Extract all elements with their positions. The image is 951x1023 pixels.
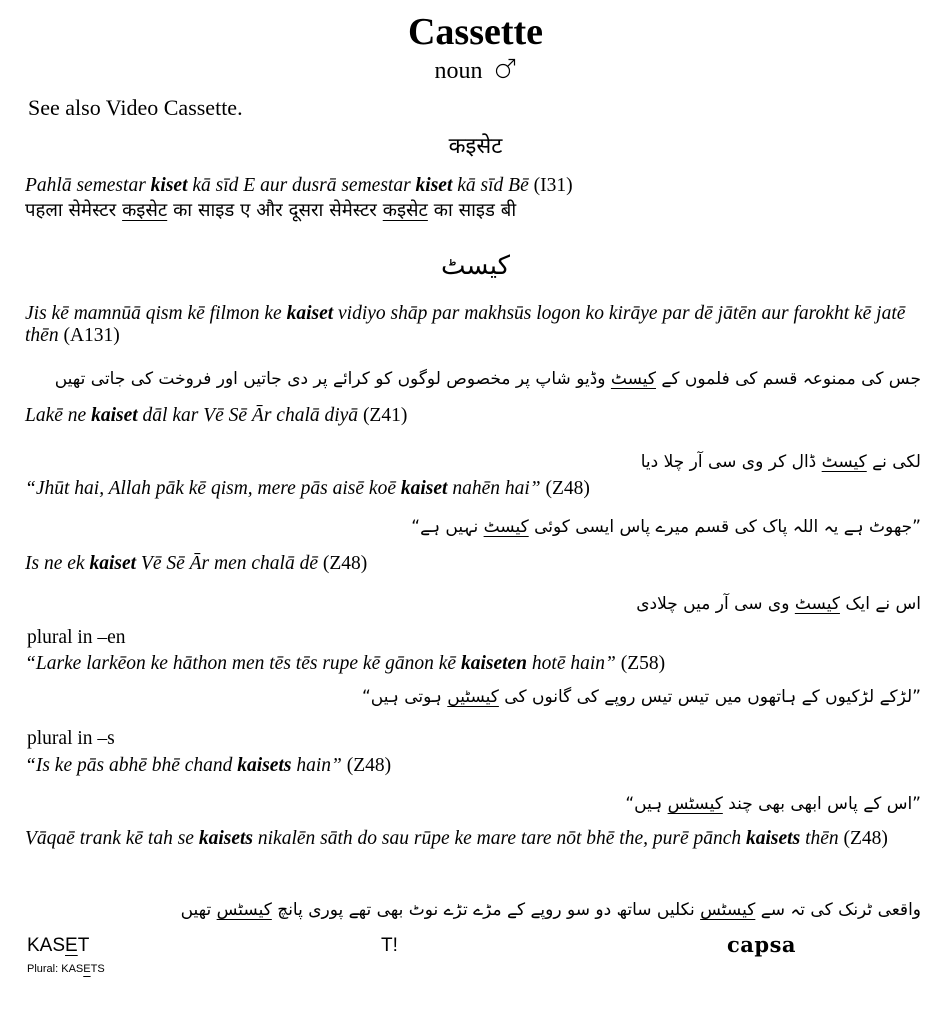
part-of-speech: noun: [434, 58, 483, 84]
blackletter-word: capsa: [727, 932, 797, 957]
example-4-urdu: ”جھوٹ ہے یہ اللہ پاک کی قسم میرے پاس ایسی کوئی کیسٹ نہیں ہے“: [411, 517, 921, 537]
plural-en-urdu: ”لڑکے لڑکیوں کے ہاتھوں میں تیس تیس روپے کی گانوں کی کیسٹیں ہوتی ہیں“: [362, 687, 921, 707]
urdu-headword: کیسٹ: [441, 251, 510, 281]
devanagari-headword: कइसेट: [448, 134, 503, 159]
pronunciation-plural-code: Plural: KASETS: [27, 963, 105, 975]
see-also-note: See also Video Cassette.: [28, 95, 243, 120]
male-gender-icon: [495, 56, 517, 88]
plural-s-example-2-transliteration: Vāqaē trank kē tah se kaisets nikalēn sāth do sau rūpe ke mare tare nōt bhē the, purē pānch kaisets thēn (Z48): [25, 828, 888, 849]
part-of-speech-line: [0, 56, 951, 88]
plural-s-example-2-urdu: واقعی ٹرنک کی تہ سے کیسٹس نکلیں ساتھ دو سو روپے کے مڑے تڑے نوٹ بھی تھے پوری پانچ کیسٹس تھیں: [180, 900, 921, 920]
plural-en-transliteration: “Larke larkēon ke hāthon men tēs tēs rupe kē gānon kē kaiseten hotē hain” (Z58): [25, 653, 666, 674]
headword-title: Cassette: [407, 11, 544, 53]
example-5-transliteration: Is ne ek kaiset Vē Sē Ār men chalā dē (Z48): [25, 553, 368, 574]
plural-s-example-1-transliteration: “Is ke pās abhē bhē chand kaisets hain” (Z48): [25, 755, 392, 776]
example-2-transliteration: Jis kē mamnūā qism kē filmon ke kaiset vidiyo shāp par makhsūs logon ko kirāye par dē jātēn aur farokht kē jatē thēn (A131): [25, 303, 906, 346]
example-4-transliteration: “Jhūt hai, Allah pāk kē qism, mere pās aisē koē kaiset nahēn hai” (Z48): [25, 478, 590, 499]
pronunciation-code: KASET: [27, 935, 90, 956]
example-3-transliteration: Lakē ne kaiset dāl kar Vē Sē Ār chalā diyā (Z41): [25, 405, 408, 426]
example-1-devanagari: पहला सेमेस्टर कइसेट का साइड ए और दूसरा सेमेस्टर कइसेट का साइड बी: [25, 200, 517, 221]
plural-s-label: plural in –s: [27, 728, 115, 749]
example-3-urdu: لکی نے کیسٹ ڈال کر وی سی آر چلا دیا: [640, 452, 921, 472]
tone-mark: T!: [381, 935, 398, 956]
plural-en-label: plural in –en: [27, 627, 126, 648]
example-2-urdu: جس کی ممنوعہ قسم کی فلموں کے کیسٹ وڈیو شاپ پر مخصوص لوگوں کو کرائے پر دی جاتیں اور فروخت کی جاتی تھیں: [54, 369, 921, 389]
example-1-transliteration: Pahlā semestar kiset kā sīd E aur dusrā semestar kiset kā sīd Bē (I31): [25, 175, 573, 196]
plural-s-example-1-urdu: ”اس کے پاس ابھی بھی چند کیسٹس ہیں“: [625, 794, 921, 814]
example-5-urdu: اس نے ایک کیسٹ وی سی آر میں چلادی: [636, 594, 921, 614]
